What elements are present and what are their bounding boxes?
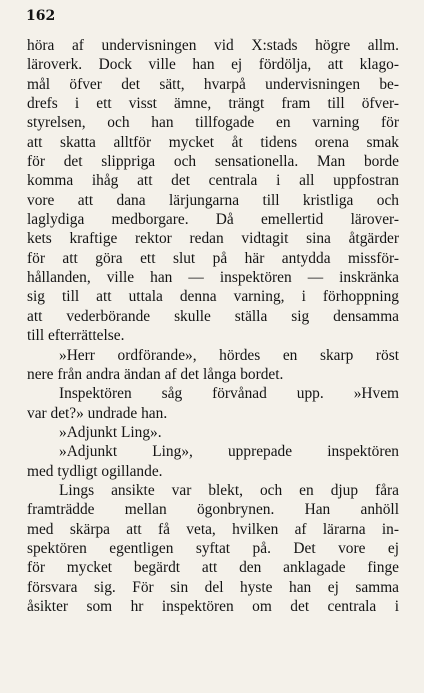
text-line: spektören egentligen syftat på. Det vore ej [27,539,399,557]
text-line: hållanden, ville han — inspektören — inskränka [27,269,399,287]
text-line: »Herr ordförande», hördes en skarp röst [59,346,399,364]
text-line: nere från andra ändan af det långa bordet. [27,365,284,383]
text-line: komma ihåg att det centrala i all uppfostran [27,172,399,190]
text-line: styrelsen, och han tillfogade en varning för [27,114,399,132]
text-line: åsikter som hr inspektören om det centrala i [27,597,399,615]
text-line: att vederbörande skulle ställa sig densamma [27,307,399,325]
text-line: sig till att uttala denna varning, i förhoppning [27,288,399,306]
body-text [27,36,399,616]
text-line: laglydiga medborgare. Då emellertid lärover- [27,211,399,229]
text-line: med skärpa att få veta, hvilken af lärarna in- [27,520,399,538]
text-line: läroverk. Dock ville han ej fördölja, att klago- [27,56,399,74]
text-line: mål öfver det sätt, hvarpå undervisningen be- [27,75,399,93]
text-line: för mycket begärdt att den anklagade finge [27,559,399,577]
text-line: med tydligt ogillande. [27,462,163,480]
text-line: framträdde mellan ögonbrynen. Han anhöll [27,501,399,519]
text-line: för att göra ett slut på här antydda missför- [27,249,399,267]
text-line: »Adjunkt Ling». [59,423,162,441]
text-line: försvara sig. För sin del hyste han ej samma [27,578,399,596]
text-line: Inspektören såg förvånad upp. »Hvem [59,385,399,403]
text-line: Lings ansikte var blekt, och en djup fåra [59,481,399,499]
text-line: höra af undervisningen vid X:stads högre allm. [27,37,399,54]
text-line: drefs i ett visst ämne, trängt fram till öfver- [27,95,399,113]
text-line: var det?» undrade han. [27,404,168,422]
text-line: för det slippriga och sensationella. Man borde [27,153,399,171]
text-line: att skatta alltför mycket åt tidens orena smak [27,133,399,151]
text-line: vore att dana lärjungarna till kristliga och [27,191,399,209]
page-number: 162 [26,8,56,24]
text-line: »Adjunkt Ling», upprepade inspektören [59,443,399,461]
text-line: kets kraftige rektor redan vidtagit sina åtgärder [27,230,399,248]
text-line: till efterrättelse. [27,327,125,345]
